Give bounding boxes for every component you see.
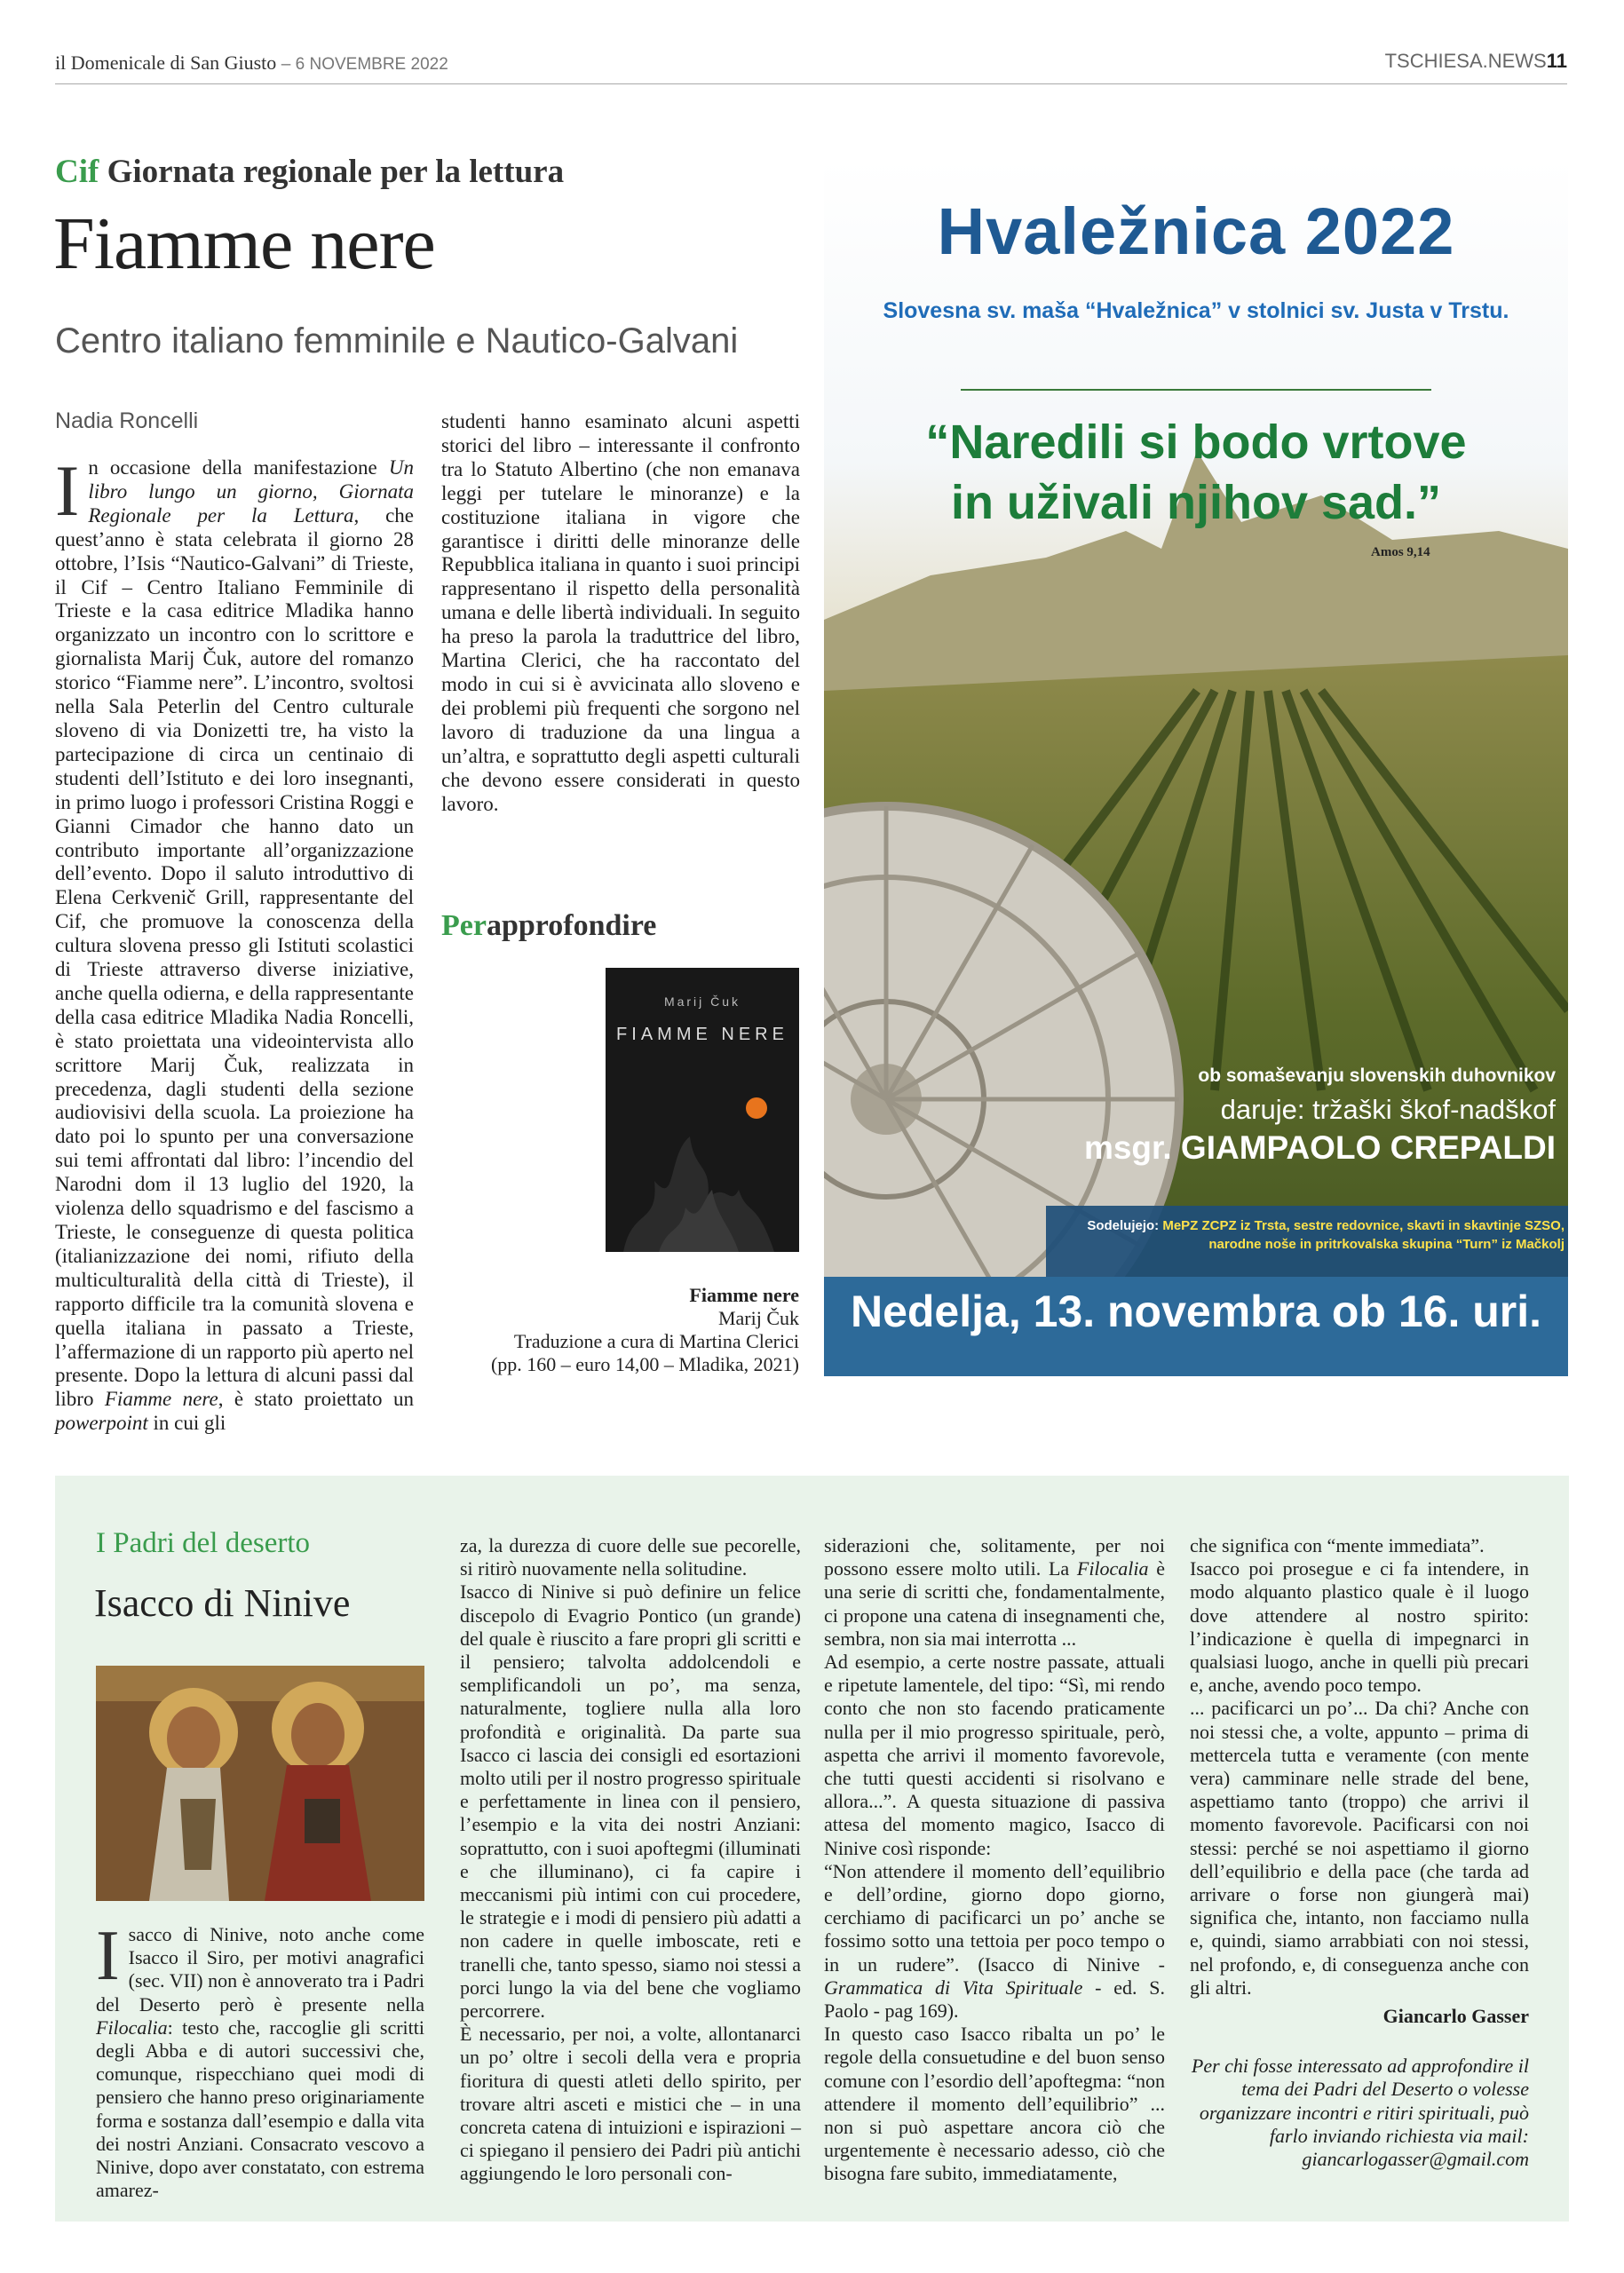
- book-cover-author: Marij Čuk: [663, 994, 741, 1009]
- box-col2-p3: È necessario, per noi, a volte, allontanarci un po’ oltre i secoli della vera e propria fioritura di questi atleti dello spirito, per trovare altri asceti e mistici che – in una concreta catena di intuizioni e ispirazioni – ci spiegano il pensiero dei Padri più antichi aggiungendo le loro personali con-: [460, 2023, 801, 2185]
- box-col4-p3: ... pacificarci un po’... Da chi? Anche con noi stessi che, a volte, appunto – prima di mettercela tutta e veramente (con mente vera) camminare nelle strade del bene, aspettiamo tanto (troppo) che arrivi il momento favorevole. Pacificarsi con noi stessi: perché se noi aspettiamo il giorno dell’equilibrio e della pace (che tarda ad arrivare o forse non giungerà mai) significa che, intanto, non facciamo nulla e, quindi, siamo arrabbiati con noi stessi, nel profondo, e, di conseguenza anche con gli altri.: [1190, 1697, 1529, 1999]
- box-email[interactable]: giancarlogasser@gmail.com: [1302, 2148, 1529, 2171]
- box-col1-b: : testo che, raccoglie gli scritti degli Abba e di autori successivi che, comunque, rispecchiano quei modi di pensiero che hanno preso originariamente forma e sostanza dall’esempio e dalla vita dei nostri Anziani. Consacrato vescovo a Ninive, dopo aver constatato, con estrema amarez-: [96, 2016, 424, 2202]
- participants-line1: MePZ ZCPZ iz Trsta, sestre redovnice, skavti in skavtinje SZSO,: [1162, 1218, 1565, 1233]
- box-col4-p1: che significa con “mente immediata”.: [1190, 1534, 1485, 1556]
- box-drop-cap: I: [96, 1917, 120, 1995]
- box-col3-p2: Ad esempio, a certe nostre passate, attuali e ripetute lamentele, del tipo: “Sì, mi rendo conto che non sto facendo praticamente nulla per il mio progresso spirituale, però, aspetta che arrivi il momento favorevole, che tutti questi accidenti si risolvano e allora...”. A questa situazione di passiva attesa del momento magico, Isacco di Ninive così risponde:: [824, 1651, 1165, 1859]
- col1-text-d: in cui gli: [147, 1412, 226, 1435]
- icon-painting: [96, 1666, 424, 1901]
- article-column-2: studenti hanno esaminato alcuni aspetti storici del libro – interessante il confronto tra lo Statuto Albertino (che non emanava leggi per tutelare le minoranze) e la costituzione italiana in vigore che garantisce i diritti delle minoranze delle Repubblica italiana in quanto i suoi principi rappresentano il rispetto della personalità umana e delle libertà individuali. In seguito ha preso la parola la traduttrice del libro, Martina Clerici, che ha raccontato del modo in cui si è avvicinata allo sloveno e dei problemi più frequenti che sorgono nel lavoro di traduzione da una lingua a un’altra, e soprattutto degli aspetti culturali che devono essere considerati in questo lavoro.: [441, 410, 800, 815]
- col1-text-a: n occasione della manifestazione: [88, 456, 389, 479]
- col1-italic-a: Un libro lungo un giorno, Giornata Regionale per la Lettura: [88, 456, 414, 527]
- col1-text-b: , che quest’anno è stata celebrata il giorno 28 ottobre, l’Isis “Nautico-Galvani” di Trieste, il Cif – Centro Italiano Femminile di Trieste e la casa editrice Mladika hanno organizzato un incontro con lo scrittore e giornalista Marij Čuk, autore del romanzo storico “Fiamme nere”. L’incontro, svoltosi nella Sala Peterlin del Centro culturale sloveno di via Donizetti tre, ha visto la partecipazione di circa un centinaio di studenti dell’Istituto e dei loro insegnanti, in primo luogo i professori Cristina Roggi e Gianni Cimador che hanno dato un contributo importante all’organizzazione dell’evento. Dopo il saluto introduttivo di Elena Cerkvenič Grill, rappresentante del Cif, che promuove la conoscenza della cultura slovena presso gli Istituti scolastici di Trieste attraverso diverse iniziative, anche quella odierna, e della rappresentante della casa editrice Mladika Nadia Roncelli, è stato proiettata una videointervista allo scrittore Marij Čuk, realizzata in precedenza, dagli studenti della sezione audiovisivi della scuola. La proiezione ha dato poi lo spunto per una conversazione sui temi affrontati dal libro: l’incendio del Narodni dom il 13 luglio del 1920, la violenza dello squadrismo e del fascismo a Trieste, le conseguenze di questa politica (italianizzazione dei nomi, rifiuto della multiculturalità della città di Trieste), il rapporto difficile tra la comunità slovena e quella italiana in passato a Trieste, l’affermazione di un rapporto più aperto nel presente. Dopo la lettura di alcuni passi dal libro: [55, 503, 414, 1411]
- advert-quote-line2: in uživali njihov sad.”: [950, 476, 1442, 529]
- box-column-2: [460, 1534, 801, 2186]
- box-col1-a: sacco di Ninive, noto anche come Isacco il Siro, per motivi anagrafici (sec. VII) non è annoverato tra i Padri del Deserto però è presente nella: [96, 1923, 424, 2016]
- advert-date: Nedelja, 13. novembra ob 16. uri.: [850, 1287, 1542, 1336]
- advert-participants: [824, 1216, 1565, 1254]
- box-signature: Giancarlo Gasser: [1382, 2005, 1529, 2028]
- coptic-icon-image: [96, 1666, 424, 1901]
- page-number: [1385, 50, 1567, 73]
- participants-label: Sodelujejo:: [1087, 1218, 1160, 1233]
- box-col3-p4: In questo caso Isacco ribalta un po’ le regole della consuetudine e del buon senso comune con l’esordio dell’apoftegma: “non attendere il momento dell’equilibrio” ... non si può aspettare ancora ciò che urgentemente è necessario adesso, ciò che bisogna fare subito, immediatamente,: [824, 2023, 1165, 2185]
- more-tag: Per: [441, 909, 487, 942]
- participants-line2: narodne noše in pritrkovalska skupina “Turn” iz Mačkolj: [1208, 1237, 1565, 1252]
- book-cover: [606, 968, 799, 1252]
- box-col3-a: siderazioni che, solitamente, per noi possono essere molto utili. La: [824, 1534, 1165, 1580]
- col1-italic-b: Fiamme nere: [104, 1388, 218, 1411]
- box-col3-c: “Non attendere il momento dell’equilibrio e dell’ordine, giorno dopo giorno, cerchiamo di pacificarci un po’ anche se fossimo sotto una tettoia per poco tempo o in un rudere”. (Isacco di Ninive -: [824, 1859, 1165, 1976]
- kicker-text: Giornata regionale per la lettura: [107, 154, 565, 190]
- advert-banner-line2: daruje: tržaški škof-nadškof: [1220, 1094, 1556, 1125]
- book-cover-title: FIAMME NERE: [616, 1025, 788, 1044]
- box-col3-d: - ed. S. Paolo - pag 169).: [824, 1976, 1165, 2023]
- book-caption: [444, 1284, 799, 1376]
- header-rule: [55, 83, 1567, 84]
- article-title: Fiamme nere: [53, 202, 435, 285]
- book-flames: [606, 1101, 799, 1252]
- col1-text-c: , è stato proiettato un: [218, 1388, 414, 1411]
- article-author: Nadia Roncelli: [55, 408, 199, 433]
- advert-quote-ref: Amos 9,14: [1371, 545, 1430, 559]
- box-column-1: [96, 1917, 424, 2202]
- caption-translation: Traduzione a cura di Martina Clerici: [513, 1330, 799, 1352]
- box-col2-p1: za, la durezza di cuore delle sue pecorelle, si ritirò nuovamente nella solitudine.: [460, 1534, 801, 1580]
- box-column-4: [1190, 1534, 1529, 2171]
- box-note: Per chi fosse interessato ad approfondire il tema dei Padri del Deserto o volesse organizzare incontri e ritiri spirituali, può farlo inviando richiesta via mail:: [1191, 2055, 1529, 2147]
- box-kicker: I Padri del deserto: [96, 1527, 311, 1559]
- advert-hvaleznica: [824, 158, 1568, 1376]
- newspaper-name: il Domenicale di San Giusto: [55, 51, 277, 74]
- box-col1-italic: Filocalia: [96, 2016, 168, 2039]
- advert-divider: [961, 389, 1431, 391]
- advert-banner-line1: ob somaševanju slovenskih duhovnikov: [1198, 1065, 1556, 1086]
- drop-cap: I: [55, 450, 80, 531]
- page-num: 11: [1546, 50, 1567, 72]
- caption-author: Marij Čuk: [717, 1307, 799, 1329]
- advert-subtitle: Slovesna sv. maša “Hvaležnica” v stolnici sv. Justa v Trstu.: [883, 298, 1509, 323]
- site-name[interactable]: TSCHIESA.NEWS: [1384, 50, 1547, 72]
- article-subtitle: Centro italiano femminile e Nautico-Galvani: [55, 321, 739, 360]
- advert-photo: [824, 158, 1568, 1376]
- more-kicker: [441, 909, 656, 943]
- caption-details: (pp. 160 – euro 14,00 – Mladika, 2021): [490, 1353, 799, 1375]
- advert-banner: [1058, 1065, 1556, 1167]
- article-kicker: [55, 153, 564, 191]
- box-title: Isacco di Ninive: [94, 1581, 351, 1625]
- box-col2-p2: Isacco di Ninive si può definire un felice discepolo di Evagrio Pontico (un grande) del quale è riuscito a fare propri gli scritti e il pensiero; talvolta addolcendoli e semplificandoli un po’, ma senza, naturalmente, togliere nulla alla loro profondità e originalità. Da parte sua Isacco ci lascia dei consigli ed esortazioni molto utili per il nostro progresso spirituale e perfettamente in linea con il pensiero, l’esempio e la vita dei nostri Anziani: soprattutto, con i suoi apoftegmi (illuminati e che illuminano), ci fa capire i meccanismi più intimi con cui procedere, le strategie e i modi di pensiero più adatti a non cadere in quelle imboscate, reti e tranelli che, tanto spesso, siamo noi stessi a porci lungo la via del bene che vogliamo percorrere.: [460, 1580, 801, 2023]
- box-column-3: [824, 1534, 1165, 2186]
- article-column-1: [55, 450, 414, 1436]
- advert-banner-line3: msgr. GIAMPAOLO CREPALDI: [1083, 1129, 1556, 1166]
- advert-title: Hvaležnica 2022: [937, 194, 1455, 268]
- caption-title: Fiamme nere: [689, 1284, 799, 1306]
- box-col3-italic: Filocalia: [1076, 1557, 1149, 1580]
- advert-quote: [824, 412, 1568, 533]
- col1-italic-c: powerpoint: [55, 1412, 148, 1435]
- box-col3-b: è una serie di scritti che, fondamentalmente, ci propone una catena di insegnamenti che, sembra, non sia mai interrotta ...: [824, 1557, 1165, 1650]
- issue-date: – 6 NOVEMBRE 2022: [281, 55, 448, 74]
- kicker-tag: Cif: [55, 154, 99, 190]
- advert-quote-line1: “Naredili si bodo vrtove: [925, 416, 1467, 469]
- box-col3-italic-b: Grammatica di Vita Spirituale: [824, 1976, 1083, 1999]
- more-text: approfondire: [486, 909, 657, 942]
- masthead: [55, 51, 448, 75]
- box-col4-p2: Isacco poi prosegue e ci fa intendere, in modo alquanto plastico quale è il luogo dove attendere al nostro spirito: l’indicazione è quella di impegnarci in qualsiasi luogo, anche in quelli più precari e, anche, avendo poco tempo.: [1190, 1557, 1529, 1697]
